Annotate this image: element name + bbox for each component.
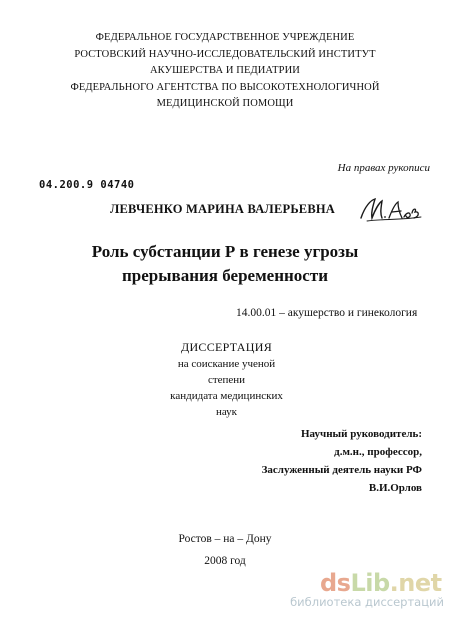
dissertation-title [0, 240, 450, 288]
title-line-1: Роль субстанции Р в генезе угрозы [91, 242, 359, 261]
supervisor-degree: д.м.н., профессор, [334, 446, 422, 458]
supervisor-block [262, 425, 422, 497]
place-and-year [0, 528, 450, 572]
logo-part-net: .net [389, 569, 442, 597]
city: Ростов – на – Дону [178, 533, 272, 545]
institution-line-2: РОСТОВСКИЙ НАУЧНО-ИССЛЕДОВАТЕЛЬСКИЙ ИНСТИТУТ [74, 48, 376, 60]
institution-line-4: ФЕДЕРАЛЬНОГО АГЕНТСТВА ПО ВЫСОКОТЕХНОЛОГИЧНОЙ [70, 81, 380, 93]
degree-statement [168, 339, 285, 420]
institution-header [0, 30, 450, 113]
supervisor-label: Научный руководитель: [301, 428, 422, 440]
institution-line-3: АКУШЕРСТВА И ПЕДИАТРИИ [150, 65, 300, 76]
specialty-code: 14.00.01 – акушерство и гинекология [236, 307, 418, 319]
supervisor-name: В.И.Орлов [368, 482, 422, 494]
handwritten-signature [357, 194, 423, 224]
watermark-logo [320, 569, 442, 597]
manuscript-rights-note: На правах рукописи [337, 162, 430, 174]
supervisor-honor: Заслуженный деятель науки РФ [261, 464, 422, 476]
degree-line-1: на соискание ученой степени [177, 358, 276, 386]
institution-line-1: ФЕДЕРАЛЬНОЕ ГОСУДАРСТВЕННОЕ УЧРЕЖДЕНИЕ [95, 32, 355, 43]
watermark-subtitle: библиотека диссертаций [290, 595, 444, 609]
year: 2008 год [204, 555, 246, 567]
logo-part-lib: Lib [350, 569, 390, 597]
registration-stamp-number: 04.200.9 04740 [39, 179, 135, 191]
author-name: ЛЕВЧЕНКО МАРИНА ВАЛЕРЬЕВНА [110, 202, 336, 216]
logo-part-ds: ds [320, 569, 351, 597]
institution-line-5: МЕДИЦИНСКОЙ ПОМОЩИ [156, 98, 294, 109]
dslib-watermark [290, 569, 445, 615]
dissertation-heading: ДИССЕРТАЦИЯ [180, 340, 273, 354]
degree-line-2: кандидата медицинских наук [170, 390, 283, 418]
title-line-2: прерывания беременности [122, 266, 328, 285]
